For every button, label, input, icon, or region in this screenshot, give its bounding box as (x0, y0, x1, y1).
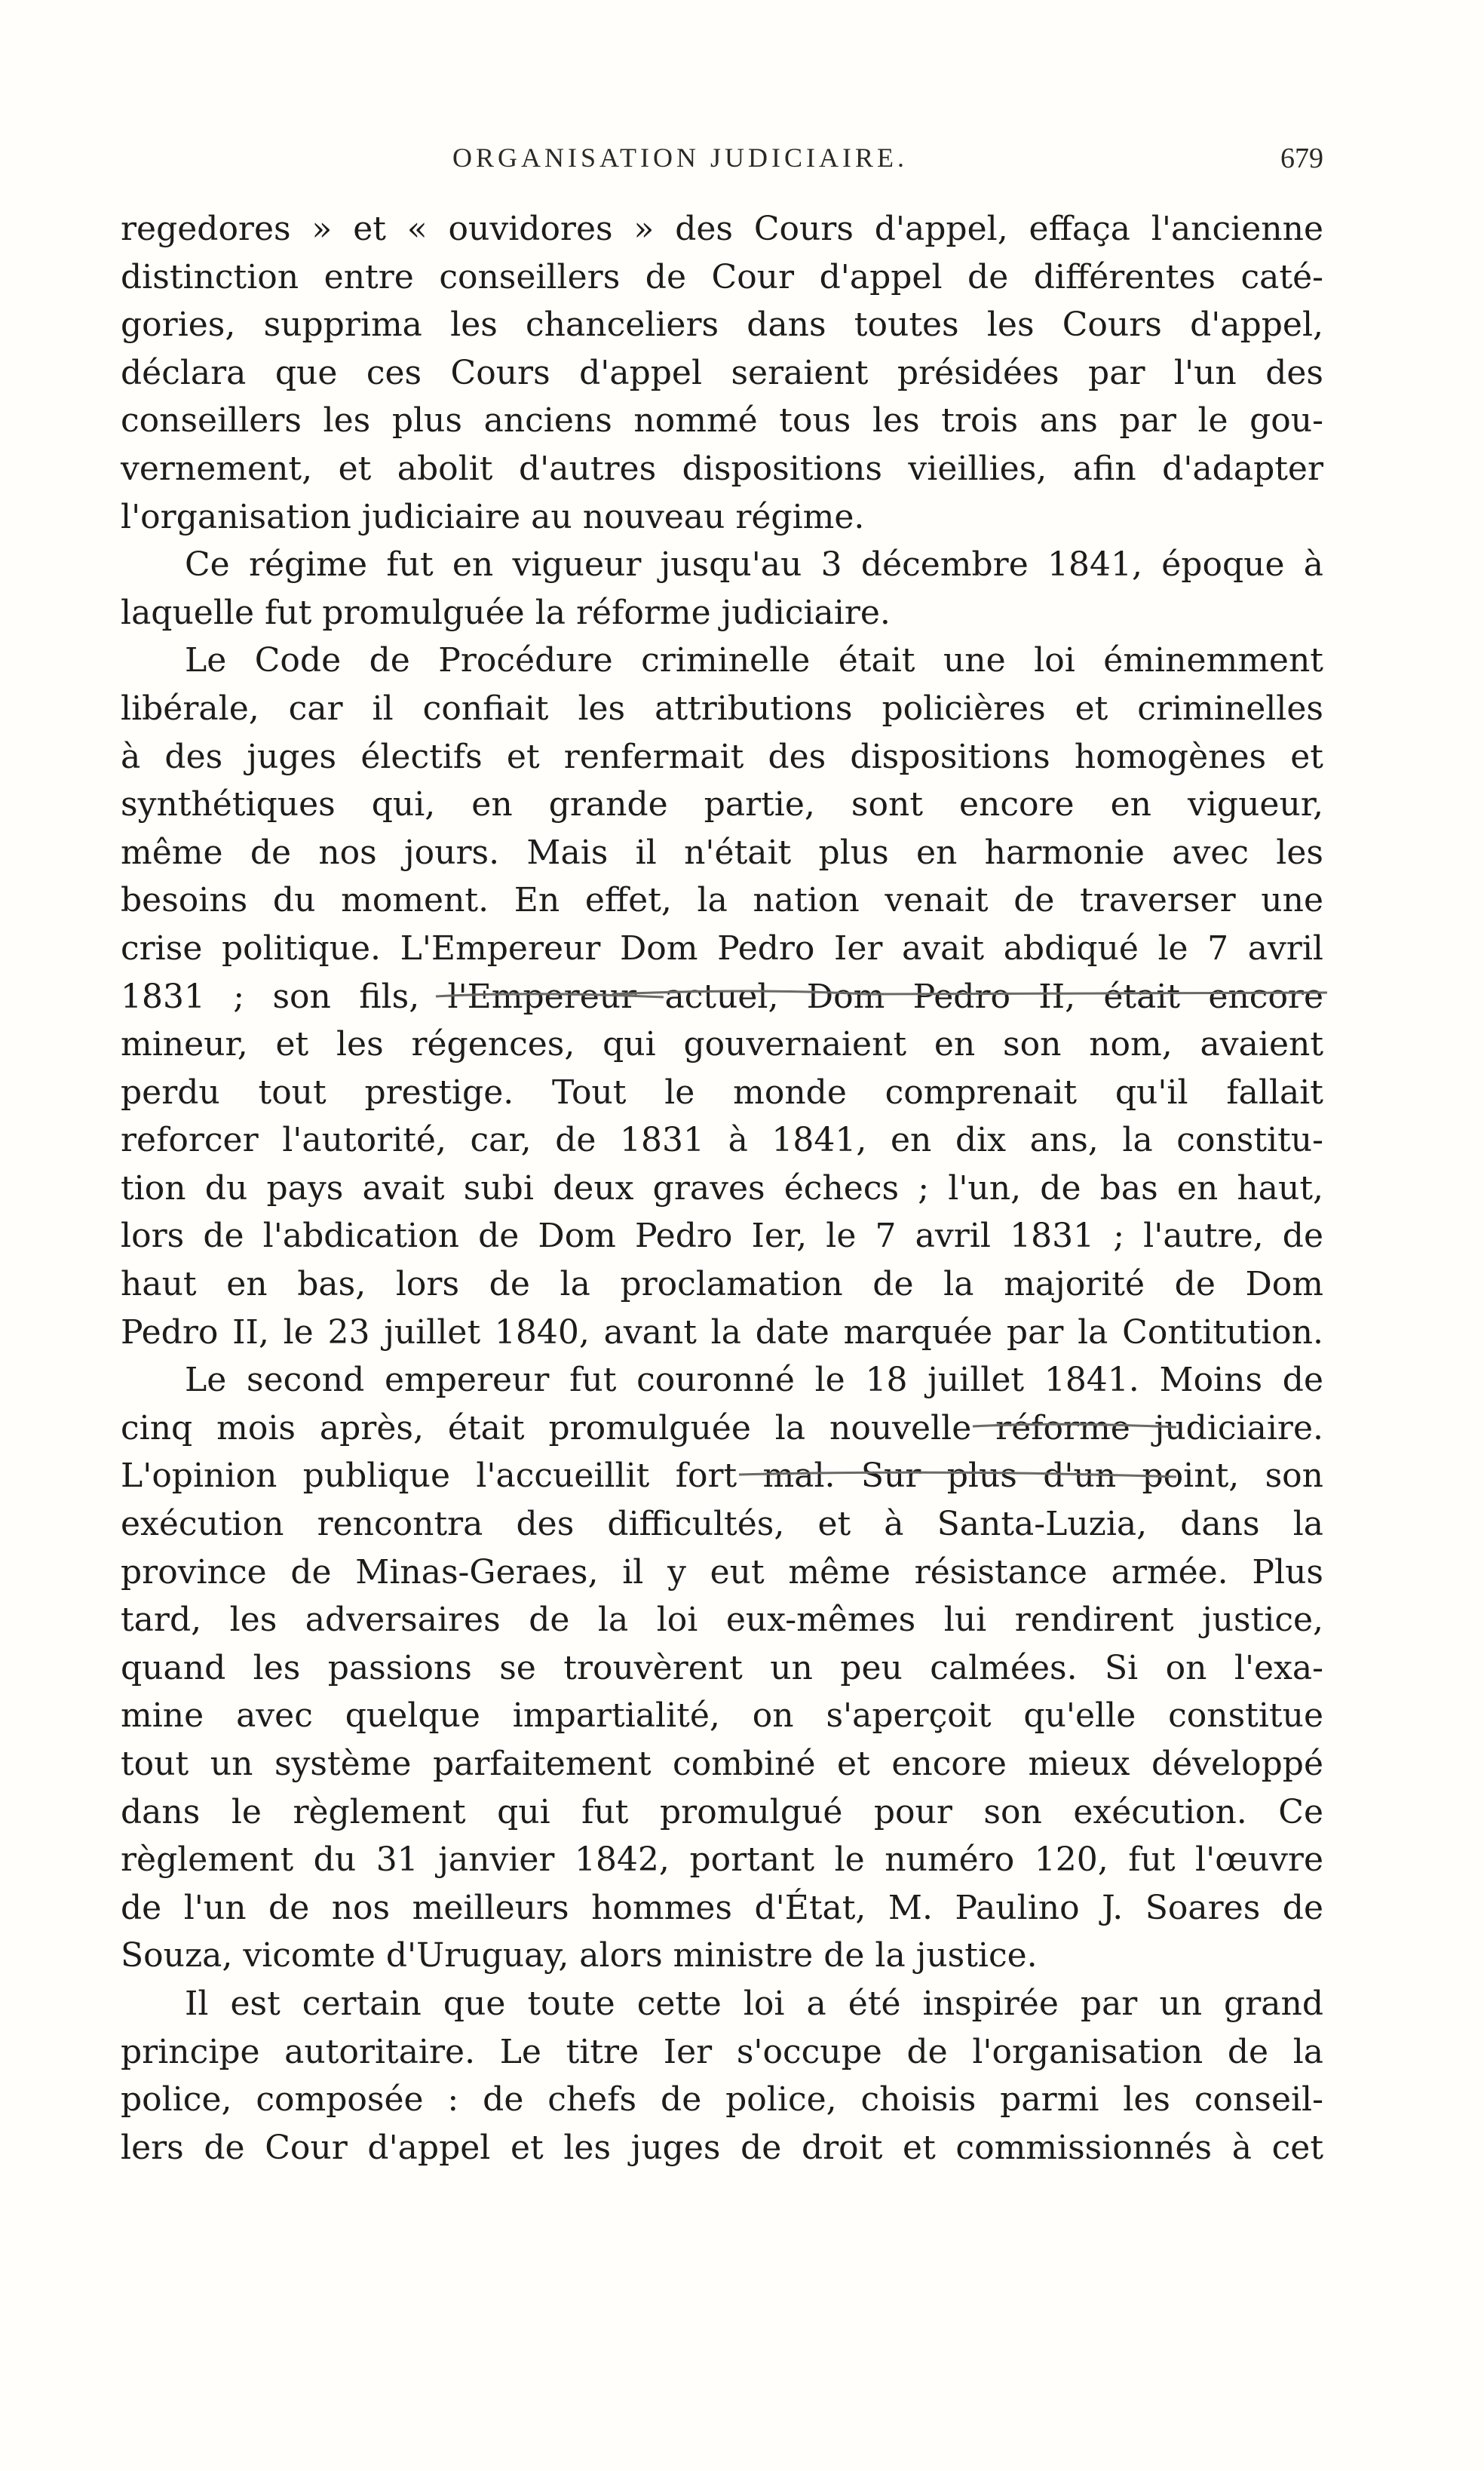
text-line: tard, les adversaires de la loi eux-mêmes lui rendirent justice, (121, 1601, 1323, 1640)
text-line: province de Minas-Geraes, il y eut même résistance armée. Plus (121, 1552, 1323, 1592)
text-line: lers de Cour d'appel et les juges de droit et commissionnés à cet (121, 2128, 1323, 2167)
text-line: libérale, car il confiait les attributions policières et criminelles (121, 689, 1323, 728)
text-line: L'opinion publique l'accueillit fort mal. Sur plus d'un point, son (121, 1457, 1323, 1496)
body-text (121, 205, 1323, 2172)
text-line: distinction entre conseillers de Cour d'appel de différentes caté- (121, 257, 1323, 296)
text-line: tion du pays avait subi deux graves échecs ; l'un, de bas en haut, (121, 1168, 1323, 1208)
text-line: Souza, vicomte d'Uruguay, alors ministre de la justice. (121, 1936, 1038, 1975)
text-line: besoins du moment. En effet, la nation venait de traverser une (121, 881, 1323, 920)
page-number: 679 (1280, 143, 1323, 174)
page-header (121, 142, 1323, 187)
text-line: exécution rencontra des difficultés, et à Santa-Luzia, dans la (121, 1505, 1323, 1544)
text-line: cinq mois après, était promulguée la nouvelle réforme judiciaire. (121, 1408, 1323, 1447)
text-line: laquelle fut promulguée la réforme judiciaire. (121, 593, 891, 632)
text-line: principe autoritaire. Le titre Ier s'occupe de l'organisation de la (121, 2032, 1323, 2071)
text-line: crise politique. L'Empereur Dom Pedro Ier avait abdiqué le 7 avril (121, 929, 1323, 968)
text-line: déclara que ces Cours d'appel seraient présidées par l'un des (121, 353, 1323, 392)
text-line: quand les passions se trouvèrent un peu calmées. Si on l'exa- (121, 1648, 1323, 1687)
text-line: reforcer l'autorité, car, de 1831 à 1841, en dix ans, la constitu- (121, 1121, 1323, 1160)
text-line: police, composée : de chefs de police, choisis parmi les conseil- (121, 2080, 1323, 2120)
text-line: Le second empereur fut couronné le 18 juillet 1841. Moins de (185, 1361, 1323, 1400)
text-line: l'organisation judiciaire au nouveau régime. (121, 497, 865, 536)
text-line: 1831 ; son fils, l'Empereur actuel, Dom Pedro II, était encore (121, 977, 1323, 1016)
text-line: même de nos jours. Mais il n'était plus en harmonie avec les (121, 833, 1323, 872)
running-title: ORGANISATION JUDICIAIRE. (452, 143, 908, 173)
text-line: haut en bas, lors de la proclamation de la majorité de Dom (121, 1265, 1323, 1304)
text-line: règlement du 31 janvier 1842, portant le numéro 120, fut l'œuvre (121, 1840, 1323, 1880)
text-line: Ce régime fut en vigueur jusqu'au 3 décembre 1841, époque à (185, 545, 1323, 585)
text-line: perdu tout prestige. Tout le monde comprenait qu'il fallait (121, 1073, 1323, 1112)
text-line: tout un système parfaitement combiné et encore mieux développé (121, 1745, 1323, 1783)
text-line: regedores » et « ouvidores » des Cours d'appel, effaça l'ancienne (121, 210, 1323, 248)
text-line: Pedro II, le 23 juillet 1840, avant la date marquée par la Contitution. (121, 1312, 1323, 1352)
text-line: mine avec quelque impartialité, on s'aperçoit qu'elle constitue (121, 1696, 1323, 1736)
text-line: synthétiques qui, en grande partie, sont encore en vigueur, (121, 785, 1323, 824)
text-line: à des juges électifs et renfermait des dispositions homogènes et (121, 737, 1323, 776)
text-line: lors de l'abdication de Dom Pedro Ier, le 7 avril 1831 ; l'autre, de (121, 1217, 1323, 1256)
text-line: gories, supprima les chanceliers dans toutes les Cours d'appel, (121, 305, 1323, 345)
text-line: Le Code de Procédure criminelle était une loi éminemment (185, 641, 1323, 680)
text-line: de l'un de nos meilleurs hommes d'État, M. Paulino J. Soares de (121, 1888, 1323, 1927)
text-line: conseillers les plus anciens nommé tous les trois ans par le gou- (121, 401, 1323, 440)
text-line: dans le règlement qui fut promulgué pour son exécution. Ce (121, 1792, 1323, 1831)
text-line: Il est certain que toute cette loi a été inspirée par un grand (185, 1984, 1323, 2023)
text-line: mineur, et les régences, qui gouvernaient en son nom, avaient (121, 1025, 1323, 1064)
text-line: vernement, et abolit d'autres dispositions vieillies, afin d'adapter (121, 449, 1323, 488)
